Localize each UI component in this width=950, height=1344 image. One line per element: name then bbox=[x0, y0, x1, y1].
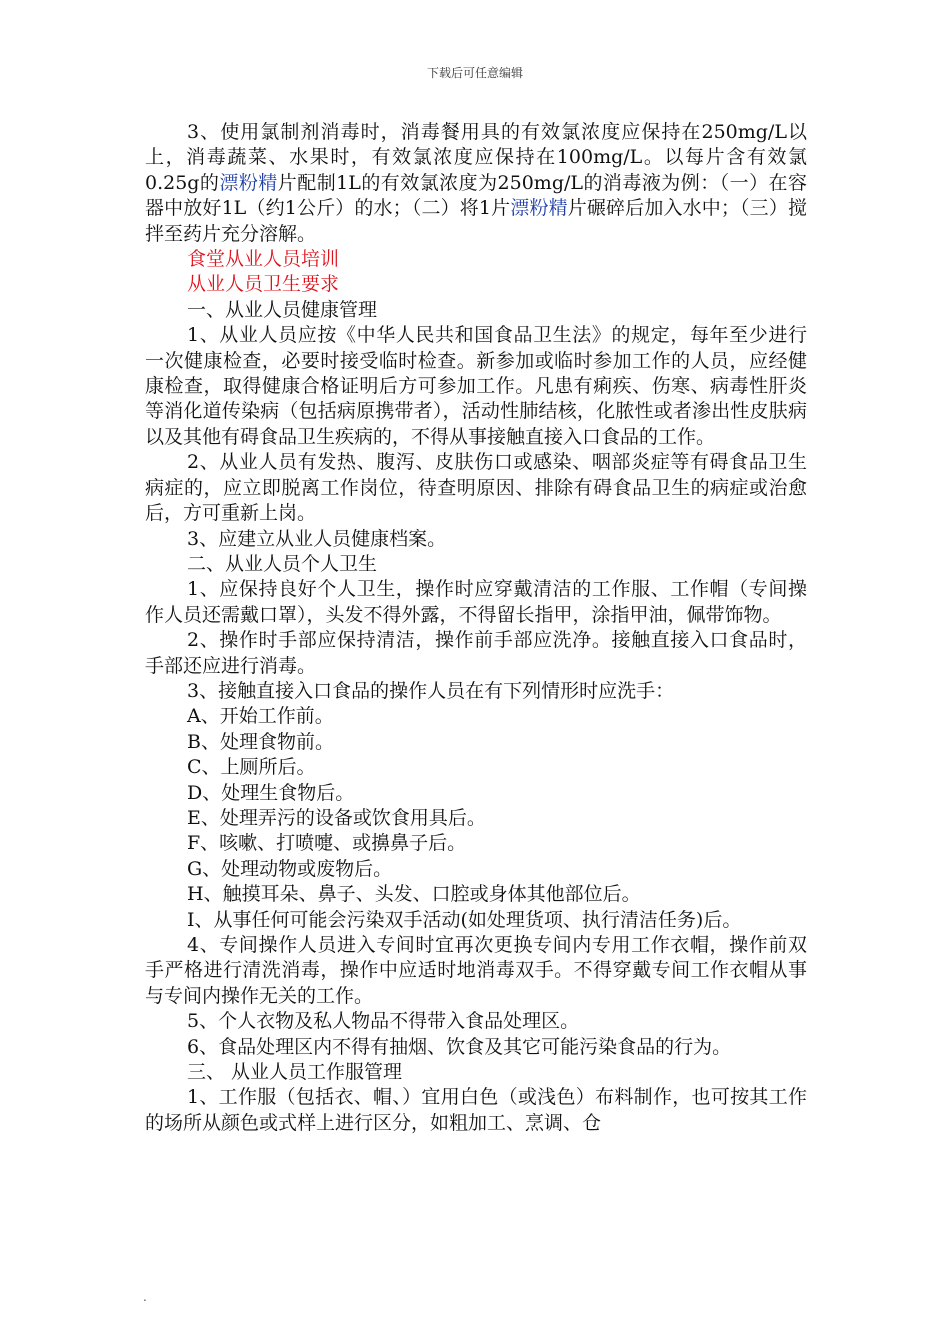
paragraph: 6、食品处理区内不得有抽烟、饮食及其它可能污染食品的行为。 bbox=[187, 1035, 732, 1058]
paragraph: 1、工作服（包括衣、帽、）宜用白色（或浅色）布料制作，也可按其工作的场所从颜色或式样上进行区分，如粗加工、烹调、仓 bbox=[145, 1086, 807, 1134]
section-personal-hygiene: 二、从业人员个人卫生 bbox=[187, 552, 378, 575]
document-body bbox=[145, 120, 807, 1136]
list-item: F、咳嗽、打喷嚏、或擤鼻子后。 bbox=[187, 832, 467, 855]
intro-text-1: 3、使用氯制剂消毒时，消毒餐用具的有效氯浓度应保持在250mg/L以上，消毒蔬菜、水果时，有效氯浓度应保持在100mg/L。以每片含有效氯0.25g的 bbox=[145, 121, 807, 194]
list-item: H、触摸耳朵、鼻子、头发、口腔或身体其他部位后。 bbox=[187, 883, 641, 906]
paragraph: 3、应建立从业人员健康档案。 bbox=[187, 527, 447, 550]
heading-hygiene: 从业人员卫生要求 bbox=[187, 273, 340, 296]
paragraph: 4、专间操作人员进入专间时宜再次更换专间内专用工作衣帽，操作前双手严格进行清洗消毒，操作中应适时地消毒双手。不得穿戴专间工作衣帽从事与专间内操作无关的工作。 bbox=[145, 934, 807, 1007]
list-item: A、开始工作前。 bbox=[187, 705, 334, 728]
paragraph: 3、接触直接入口食品的操作人员在有下列情形时应洗手： bbox=[187, 679, 675, 702]
intro-text-2: 片配制1L的有效氯浓度为250mg/L的消毒液为例：（一）在容器中放好1L（约1公斤）的水；（二）将1片 bbox=[145, 171, 808, 220]
page-header: 下载后可任意编辑 bbox=[426, 66, 523, 80]
list-item: C、上厕所后。 bbox=[187, 756, 316, 779]
section-health-management: 一、从业人员健康管理 bbox=[187, 298, 378, 321]
bleach-link-2[interactable]: 漂粉精 bbox=[510, 197, 568, 220]
paragraph: 5、个人衣物及私人物品不得带入食品处理区。 bbox=[187, 1010, 580, 1033]
list-item: E、处理弄污的设备或饮食用具后。 bbox=[187, 806, 486, 829]
intro-text-3: 片碾碎后加入水中；（三）搅拌至药片充分溶解。 bbox=[145, 197, 807, 245]
list-item: B、处理食物前。 bbox=[187, 730, 334, 753]
paragraph: 1、从业人员应按《中华人民共和国食品卫生法》的规定，每年至少进行一次健康检查，必要时接受临时检查。新参加或临时参加工作的人员，应经健康检查，取得健康合格证明后方可参加工作。凡患有痢疾、伤寒、病毒性肝炎等消化道传染病（包括病原携带者），活动性肺结核，化脓性或者渗出性皮肤病以及其他有碍食品卫生疾病的，不得从事接触直接入口食品的工作。 bbox=[145, 324, 807, 448]
paragraph: 2、操作时手部应保持清洁，操作前手部应洗净。接触直接入口食品时，手部还应进行消毒。 bbox=[145, 629, 807, 677]
section-workwear-management: 三、 从业人员工作服管理 bbox=[187, 1061, 403, 1084]
heading-training: 食堂从业人员培训 bbox=[187, 248, 340, 271]
bleach-link-1[interactable]: 漂粉精 bbox=[219, 171, 278, 194]
list-item: G、处理动物或废物后。 bbox=[187, 857, 393, 880]
intro-paragraph bbox=[145, 120, 807, 247]
list-item: D、处理生食物后。 bbox=[187, 781, 355, 804]
paragraph: 2、从业人员有发热、腹泻、皮肤伤口或感染、咽部炎症等有碍食品卫生病症的，应立即脱离工作岗位，待查明原因、排除有碍食品卫生的病症或治愈后，方可重新上岗。 bbox=[145, 451, 807, 525]
list-item: I、从事任何可能会污染双手活动(如处理货项、执行清洁任务)后。 bbox=[187, 908, 742, 931]
paragraph: 1、应保持良好个人卫生，操作时应穿戴清洁的工作服、工作帽（专间操作人员还需戴口罩），头发不得外露，不得留长指甲，涂指甲油，佩带饰物。 bbox=[145, 578, 807, 626]
footer-mark: . bbox=[143, 1290, 147, 1304]
